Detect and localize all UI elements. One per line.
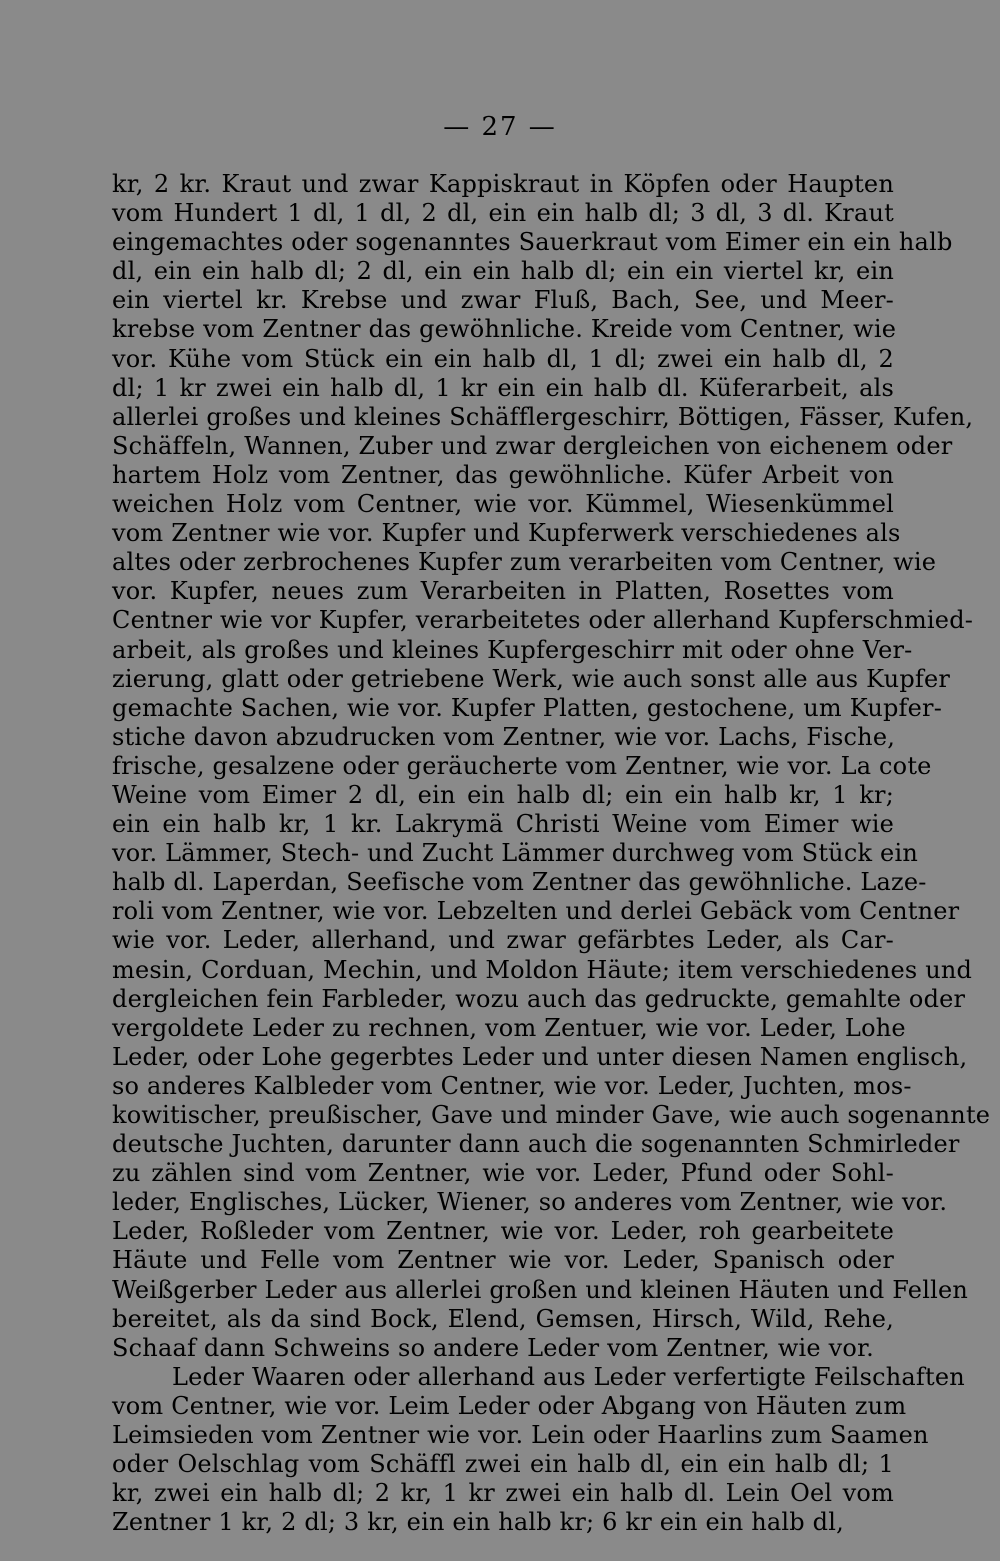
text-line: Schäffeln, Wannen, Zuber und zwar dergleichen von eichenem oder bbox=[112, 431, 953, 460]
text-line: leder, Englisches, Lücker, Wiener, so anderes vom Zentner, wie vor. bbox=[112, 1188, 948, 1217]
text-line: vom Zentner wie vor. Kupfer und Kupferwerk verschiedenes als bbox=[112, 519, 901, 548]
text-line: roli vom Zentner, wie vor. Lebzelten und derlei Gebäck vom Centner bbox=[112, 897, 960, 926]
page-number: — 27 — bbox=[443, 112, 557, 142]
text-line: mesin, Corduan, Mechin, und Moldon Häute; item verschiedenes und bbox=[112, 955, 973, 984]
text-line: kr, zwei ein halb dl; 2 kr, 1 kr zwei ein halb dl. Lein Oel vom bbox=[112, 1479, 894, 1508]
text-line: so anderes Kalbleder vom Centner, wie vor. Leder, Juchten, mos- bbox=[112, 1071, 912, 1100]
text-line: gemachte Sachen, wie vor. Kupfer Platten, gestochene, um Kupfer- bbox=[112, 693, 943, 722]
body-text bbox=[112, 170, 991, 1537]
text-line: Zentner 1 kr, 2 dl; 3 kr, ein ein halb kr; 6 kr ein ein halb dl, bbox=[112, 1508, 844, 1537]
text-line: altes oder zerbrochenes Kupfer zum verarbeiten vom Centner, wie bbox=[112, 548, 937, 577]
text-line: vergoldete Leder zu rechnen, vom Zentuer, wie vor. Leder, Lohe bbox=[112, 1013, 906, 1042]
text-line: ein ein halb kr, 1 kr. Lakrymä Christi Weine vom Eimer wie bbox=[112, 810, 894, 839]
text-line: hartem Holz vom Zentner, das gewöhnliche. Küfer Arbeit von bbox=[112, 460, 894, 489]
text-line: vor. Kupfer, neues zum Verarbeiten in Platten, Rosettes vom bbox=[112, 577, 894, 606]
text-line: stiche davon abzudrucken vom Zentner, wie vor. Lachs, Fische, bbox=[112, 722, 896, 751]
text-line: Häute und Felle vom Zentner wie vor. Leder, Spanisch oder bbox=[112, 1246, 894, 1275]
text-line: Weine vom Eimer 2 dl, ein ein halb dl; ein ein halb kr, 1 kr; bbox=[112, 780, 894, 809]
text-line: kr, 2 kr. Kraut und zwar Kappiskraut in Köpfen oder Haupten bbox=[112, 170, 894, 198]
text-line: oder Oelschlag vom Schäffl zwei ein halb dl, ein ein halb dl; 1 bbox=[112, 1450, 894, 1479]
text-line: dl, ein ein halb dl; 2 dl, ein ein halb dl; ein ein viertel kr, ein bbox=[112, 257, 894, 286]
text-line: Weißgerber Leder aus allerlei großen und kleinen Häuten und Fellen bbox=[112, 1275, 969, 1304]
text-line: dergleichen fein Farbleder, wozu auch das gedruckte, gemahlte oder bbox=[112, 984, 966, 1013]
text-line: weichen Holz vom Centner, wie vor. Kümmel, Wiesenkümmel bbox=[112, 490, 894, 519]
text-line: kowitischer, preußischer, Gave und minder Gave, wie auch sogenannte bbox=[112, 1101, 991, 1129]
text-line: vom Hundert 1 dl, 1 dl, 2 dl, ein ein halb dl; 3 dl, 3 dl. Kraut bbox=[112, 199, 894, 228]
text-line: Leder, Roßleder vom Zentner, wie vor. Leder, roh gearbeitete bbox=[112, 1217, 894, 1246]
text-line: Leimsieden vom Zentner wie vor. Lein oder Haarlins zum Saamen bbox=[112, 1421, 929, 1450]
text-line: arbeit, als großes und kleines Kupfergeschirr mit oder ohne Ver- bbox=[112, 635, 913, 664]
text-line: ein viertel kr. Krebse und zwar Fluß, Bach, See, und Meer- bbox=[112, 286, 894, 315]
text-line: wie vor. Leder, allerhand, und zwar gefärbtes Leder, als Car- bbox=[112, 926, 894, 955]
text-line: vor. Lämmer, Stech- und Zucht Lämmer durchweg vom Stück ein bbox=[112, 839, 918, 868]
text-line: zu zählen sind vom Zentner, wie vor. Leder, Pfund oder Sohl- bbox=[112, 1159, 894, 1188]
text-line: deutsche Juchten, darunter dann auch die sogenannten Schmirleder bbox=[112, 1130, 960, 1159]
text-line: allerlei großes und kleines Schäfflergeschirr, Böttigen, Fässer, Kufen, bbox=[112, 402, 974, 431]
text-line: Schaaf dann Schweins so andere Leder vom Zentner, wie vor. bbox=[112, 1333, 874, 1362]
text-line: vor. Kühe vom Stück ein ein halb dl, 1 dl; zwei ein halb dl, 2 bbox=[112, 344, 894, 373]
text-line: Leder, oder Lohe gegerbtes Leder und unter diesen Namen englisch, bbox=[112, 1042, 968, 1071]
text-line: vom Centner, wie vor. Leim Leder oder Abgang von Häuten zum bbox=[112, 1391, 907, 1420]
text-line: Centner wie vor Kupfer, verarbeitetes oder allerhand Kupferschmied- bbox=[112, 606, 974, 635]
text-line: krebse vom Zentner das gewöhnliche. Kreide vom Centner, wie bbox=[112, 315, 897, 344]
text-line: frische, gesalzene oder geräucherte vom Zentner, wie vor. La cote bbox=[112, 751, 932, 780]
text-line: eingemachtes oder sogenanntes Sauerkraut vom Eimer ein ein halb bbox=[112, 228, 953, 257]
text-line: zierung, glatt oder getriebene Werk, wie auch sonst alle aus Kupfer bbox=[112, 664, 951, 693]
text-line: Leder Waaren oder allerhand aus Leder verfertigte Feilschaften bbox=[172, 1362, 965, 1391]
text-line: halb dl. Laperdan, Seefische vom Zentner das gewöhnliche. Laze- bbox=[112, 868, 927, 897]
text-line: bereitet, als da sind Bock, Elend, Gemsen, Hirsch, Wild, Rehe, bbox=[112, 1304, 894, 1333]
text-line: dl; 1 kr zwei ein halb dl, 1 kr ein ein halb dl. Küferarbeit, als bbox=[112, 373, 894, 402]
